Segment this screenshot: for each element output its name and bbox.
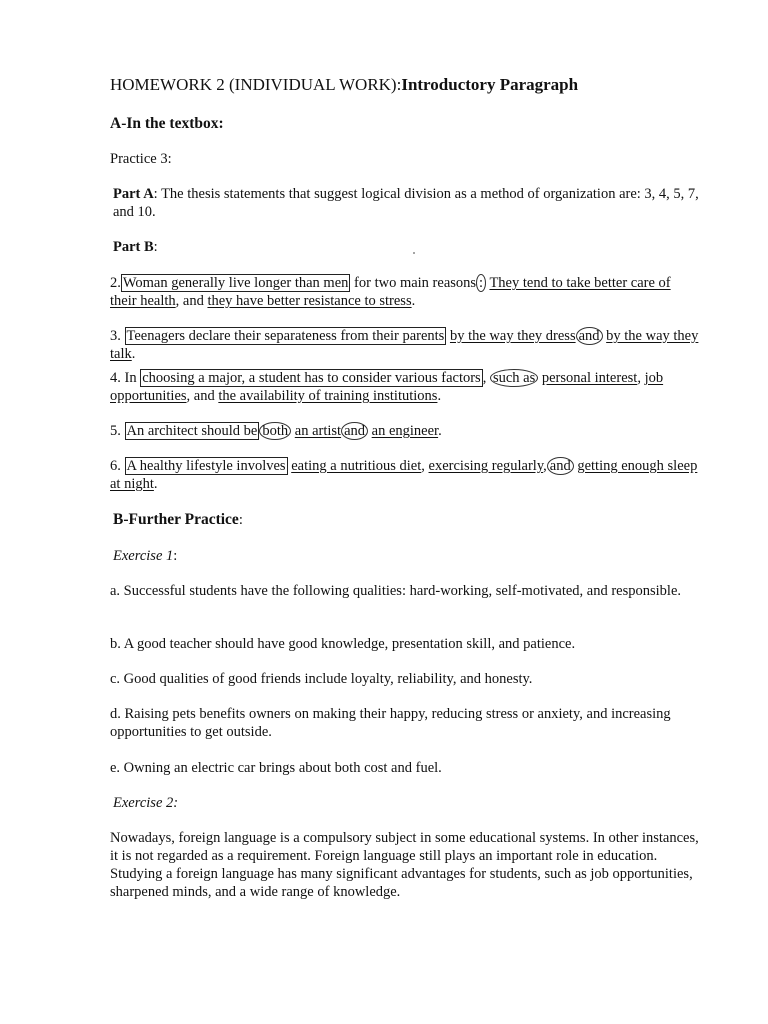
item-3-number: 3. (110, 328, 125, 344)
part-b-label: Part B (113, 239, 154, 255)
item-6-topic-box: A healthy lifestyle involves (126, 458, 286, 474)
item-3-reason-2: by the way they talk (110, 328, 699, 362)
item-2-topic-box: Woman generally live longer than men (122, 275, 349, 291)
exercise-1-colon: : (173, 548, 178, 564)
part-a-paragraph (113, 185, 703, 221)
section-b-heading (113, 511, 703, 529)
item-4-factor-3: the availability of training institutions (218, 388, 438, 404)
item-4-topic-box: choosing a major, a student has to consider various factors (142, 370, 481, 386)
exercise-1-item-a: a. Successful students have the following qualities: hard-working, self-motivated, and responsible. (110, 583, 682, 599)
item-6-number: 6. (110, 458, 125, 474)
item-6-comma-1: , (421, 458, 429, 474)
part-b-line (113, 238, 703, 256)
item-3-topic-box: Teenagers declare their separateness from their parents (126, 328, 445, 344)
item-5-topic-box: An architect should be (126, 423, 258, 439)
item-2-mid: for two main reasons (350, 275, 477, 291)
item-5-number: 5. (110, 423, 125, 439)
item-4 (110, 369, 700, 405)
item-5-and-circle: and (341, 422, 368, 440)
item-5-both-circle: both (259, 422, 291, 440)
part-a-label: Part A (113, 186, 154, 202)
title-prefix: HOMEWORK 2 (INDIVIDUAL WORK): (110, 75, 402, 94)
item-2 (110, 274, 700, 310)
item-3-end: . (131, 346, 136, 362)
item-4-end: . (437, 388, 442, 404)
part-a-text: : The thesis statements that suggest logical division as a method of organization are: 3, 4, 5, 7, and 10. (113, 186, 699, 220)
item-4-comma: , (482, 370, 490, 386)
item-4-comma-and: , and (186, 388, 219, 404)
item-6-habit-2: exercising regularly (428, 458, 544, 474)
stray-dot (413, 252, 415, 254)
item-5-role-1: an artist (294, 423, 342, 439)
exercise-2-paragraph: Nowadays, foreign language is a compulsory subject in some educational systems. In other instances, it is not regarded as a requirement. Foreign language still plays an important role in education. Studying a foreign language has many significant advantages for students, such as job opportunities, sharpened minds, and a wide range of knowledge. (110, 830, 699, 900)
item-2-colon-circle: : (476, 274, 486, 292)
page-title (110, 76, 700, 94)
item-4-comma-1: , (637, 370, 645, 386)
item-4-such-as-circle: such as (490, 369, 538, 387)
exercise-1-item-b: b. A good teacher should have good knowledge, presentation skill, and patience. (110, 636, 576, 652)
item-6-habit-1: eating a nutritious diet (291, 458, 422, 474)
section-b-colon: : (238, 512, 243, 528)
item-6-comma-2: , (543, 458, 547, 474)
item-3 (110, 327, 700, 363)
item-6-end: . (153, 476, 158, 492)
item-2-reason-1: They tend to take better care of their health (110, 275, 671, 309)
title-bold: Introductory Paragraph (401, 75, 579, 94)
exercise-2-label: Exercise 2: (113, 795, 179, 811)
item-5-end: . (438, 423, 442, 439)
item-3-reason-1: by the way they dress (449, 328, 576, 344)
item-5-role-2: an engineer (371, 423, 439, 439)
item-2-reason-2: they have better resistance to stress (207, 293, 412, 309)
item-6-and-circle: and (547, 457, 574, 475)
item-6-habit-3: getting enough sleep at night (110, 458, 698, 492)
item-6 (110, 457, 700, 493)
item-4-factor-1: personal interest (541, 370, 638, 386)
section-b-heading-text: B-Further Practice (113, 511, 239, 528)
item-5 (110, 422, 700, 440)
exercise-1-label-text: Exercise 1 (113, 548, 174, 564)
exercise-1-item-c: c. Good qualities of good friends include loyalty, reliability, and honesty. (110, 671, 533, 687)
item-4-factor-2: job opportunities (110, 370, 664, 404)
exercise-1-label (113, 547, 703, 565)
item-2-and: , and (175, 293, 208, 309)
item-4-number: 4. In (110, 370, 141, 386)
part-b-colon: : (153, 239, 158, 255)
item-2-end: . (411, 293, 416, 309)
section-a-heading: A-In the textbox: (110, 115, 224, 132)
exercise-1-item-e: e. Owning an electric car brings about both cost and fuel. (110, 760, 442, 776)
practice3-label: Practice 3: (110, 151, 172, 167)
item-2-number: 2. (110, 275, 121, 291)
exercise-1-item-d: d. Raising pets benefits owners on making their happy, reducing stress or anxiety, and increasing opportunities to get outside. (110, 706, 671, 740)
item-3-and-circle: and (576, 327, 603, 345)
